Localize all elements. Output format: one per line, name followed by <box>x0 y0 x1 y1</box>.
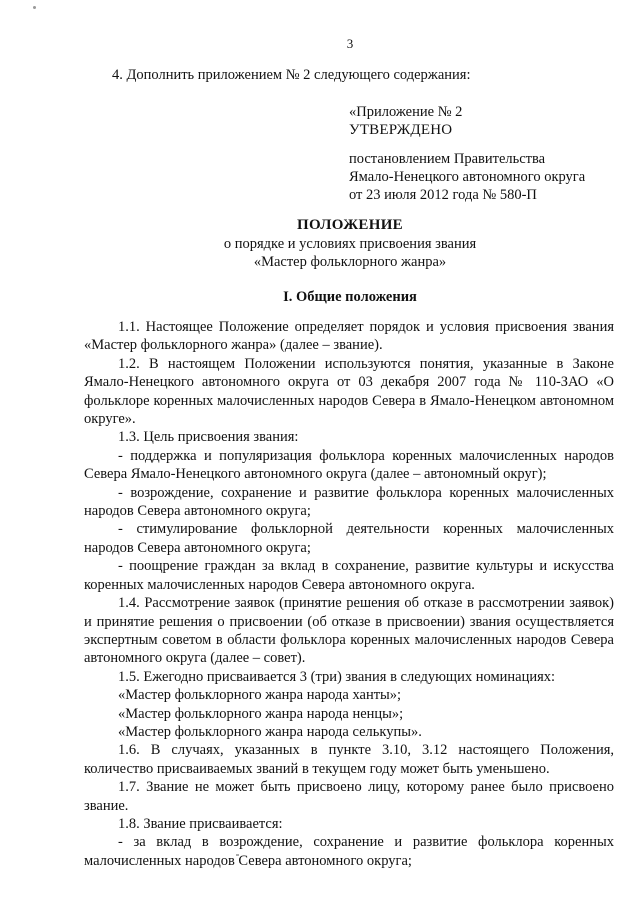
nomination-item: «Мастер фольклорного жанра народа селькупы». <box>118 723 422 740</box>
paragraph: 1.6. В случаях, указанных в пункте 3.10, 3.12 настоящего Положения, количество присваиваемых званий в текущем году может быть уменьшено. <box>84 742 614 777</box>
list-item: - поощрение граждан за вклад в сохранение, развитие культуры и искусства коренных малочисленных народов Севера автономного округа. <box>84 558 614 593</box>
paragraph: 1.3. Цель присвоения звания: <box>118 429 299 446</box>
paragraph: 1.5. Ежегодно присваивается 3 (три) звания в следующих номинациях: <box>118 668 556 685</box>
scan-speck <box>33 6 36 9</box>
document-body <box>84 318 614 870</box>
paragraph: 1.2. В настоящем Положении используются понятия, указанные в Законе Ямало-Ненецкого автономного округа от 03 декабря 2007 года № 110-ЗАО «О фольклоре коренных малочисленных народов Севера в Ямало-Ненецком автономном округе». <box>84 355 614 428</box>
paragraph: 1.4. Рассмотрение заявок (принятие решения об отказе в рассмотрении заявок) и принятие решения о присвоении (об отказе в присвоении) звания осуществляется экспертным советом в области фольклора коренных малочисленных народов Севера автономного округа (далее – совет). <box>84 595 614 667</box>
page-number: 3 <box>346 36 354 51</box>
doc-subtitle: о порядке и условиях присвоения звания <box>223 236 477 252</box>
paragraph: 1.8. Звание присваивается: <box>118 815 283 832</box>
decree-line: постановлением Правительства <box>349 151 546 167</box>
approved-label: УТВЕРЖДЕНО <box>349 122 453 138</box>
doc-subtitle: «Мастер фольклорного жанра» <box>253 254 447 270</box>
list-item: - за вклад в возрождение, сохранение и развитие фольклора коренных малочисленных народов Севера автономного округа; <box>84 834 614 869</box>
list-item: - поддержка и популяризация фольклора коренных малочисленных народов Севера Ямало-Ненецкого автономного округа (далее – автономный округ); <box>84 447 614 483</box>
paragraph: 1.1. Настоящее Положение определяет порядок и условия присвоения звания «Мастер фольклорного жанра» (далее – звание). <box>84 319 614 354</box>
nomination-item: «Мастер фольклорного жанра народа ненцы»; <box>118 705 404 722</box>
decree-date-line: от 23 июля 2012 года № 580-П <box>349 187 537 203</box>
doc-title: ПОЛОЖЕНИЕ <box>297 217 403 233</box>
nomination-item: «Мастер фольклорного жанра народа ханты»; <box>118 687 402 704</box>
list-item: - стимулирование фольклорной деятельности коренных малочисленных народов Севера автономного округа; <box>84 521 614 556</box>
appendix-label: «Приложение № 2 <box>349 104 463 120</box>
list-item: - возрождение, сохранение и развитие фольклора коренных малочисленных народов Севера автономного округа; <box>84 484 614 520</box>
intro-line: 4. Дополнить приложением № 2 следующего содержания: <box>112 67 471 83</box>
decree-line: Ямало-Ненецкого автономного округа <box>349 169 586 185</box>
paragraph: 1.7. Звание не может быть присвоено лицу, которому ранее было присвоено звание. <box>84 779 614 814</box>
section-heading: I. Общие положения <box>283 289 417 305</box>
